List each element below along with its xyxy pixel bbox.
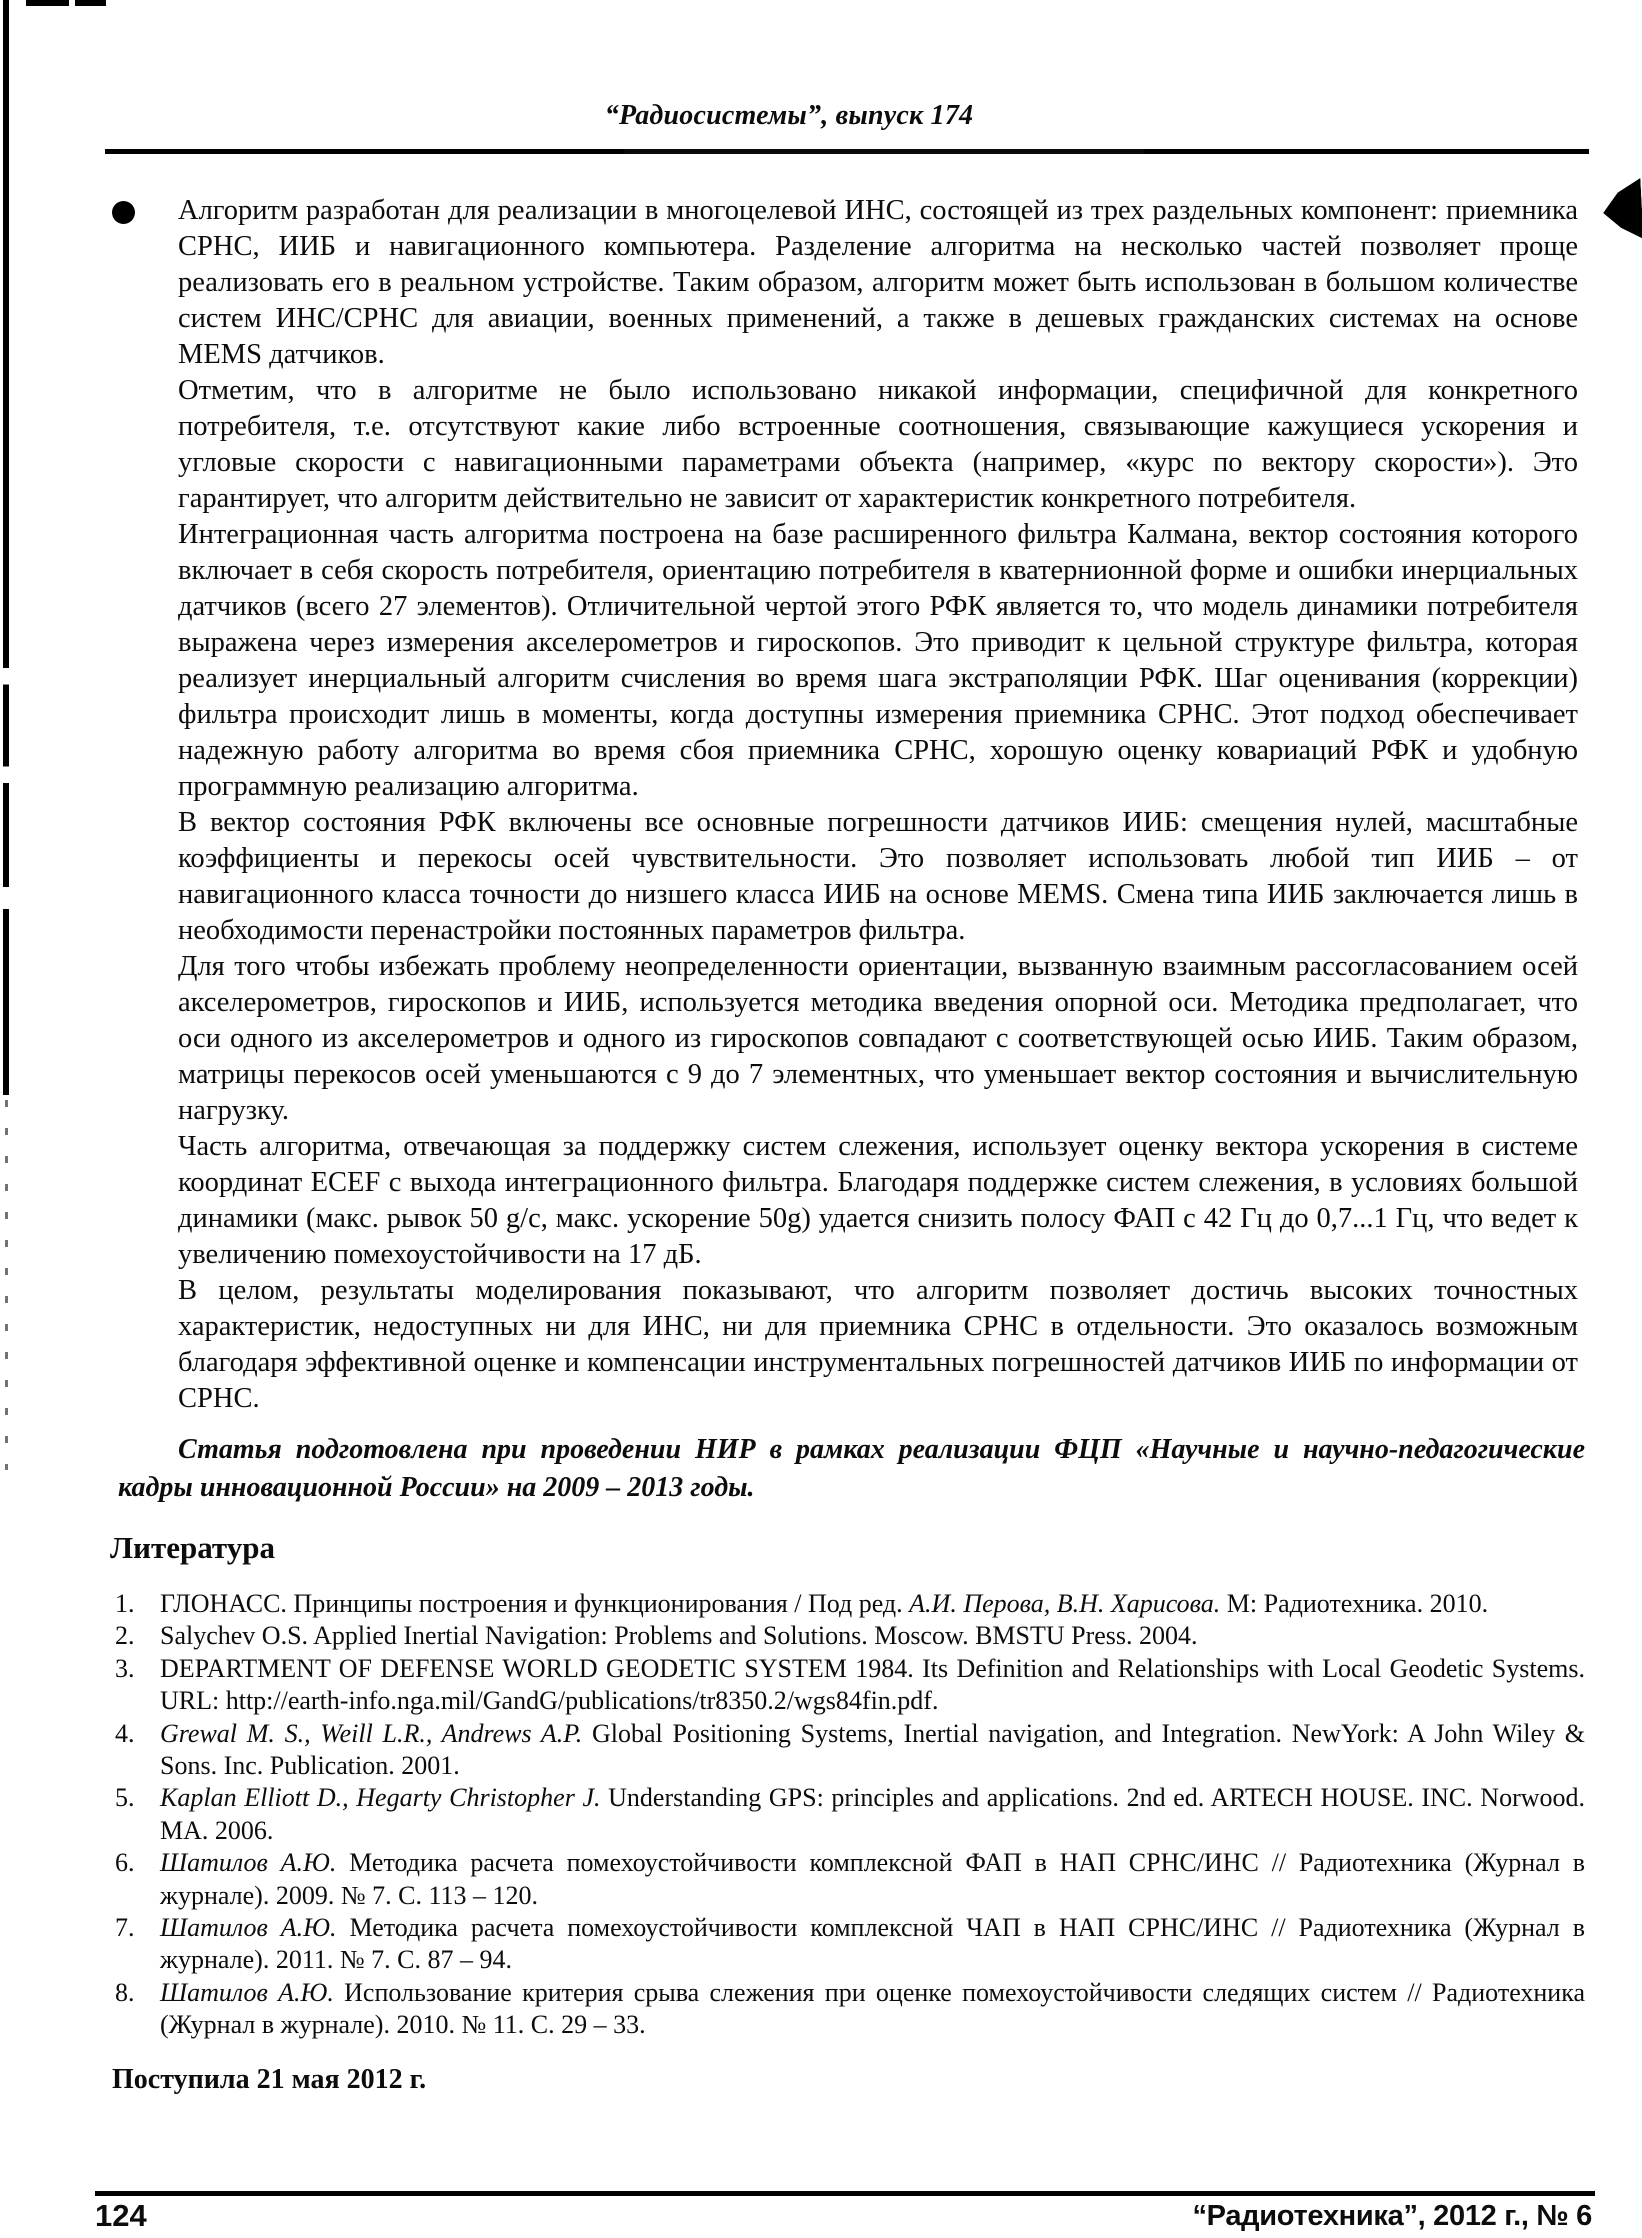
page-number: 124 [95, 2198, 147, 2233]
reference-item [115, 1653, 1585, 1718]
paragraph-text: В вектор состояния РФК включены все основные погрешности датчиков ИИБ: смещения нулей, масштабные коэффициенты и перекосы осей чувствительности. Это позволяет использовать любой тип ИИБ – от навигационного класса точности до низшего класса ИИБ на основе MEMS. Смена типа ИИБ заключается лишь в необходимости перенастройки постоянных параметров фильтра. [178, 807, 1578, 946]
reference-number: 4. [115, 1718, 135, 1748]
reference-text: Grewal M. S., Weill L.R., Andrews A.P. Global Positioning Systems, Inertial navigation, and Integration. NewYork: A John Wiley & Sons. Inc. Publication. 2001. [160, 1718, 1585, 1781]
reference-item [115, 1977, 1585, 2042]
body-paragraph [178, 193, 1578, 373]
reference-text: ГЛОНАСС. Принципы построения и функционирования / Под ред. А.И. Перова, В.Н. Харисова. М: Радиотехника. 2010. [160, 1589, 1489, 1618]
reference-number: 8. [115, 1977, 135, 2007]
left-edge-scan-artifact-lower [5, 1100, 8, 1470]
footer-rule [95, 2191, 1595, 2196]
bullet-marker [112, 201, 135, 224]
paragraph-text: Для того чтобы избежать проблему неопределенности ориентации, вызванную взаимным рассогласованием осей акселерометров, гироскопов и ИИБ, используется методика введения опорной оси. Методика предполагает, что оси одного из акселерометров и одного из гироскопов совпадают с соответствующей осью ИИБ. Таким образом, матрицы перекосов осей уменьшаются с 9 до 7 элементных, что уменьшает вектор состояния и вычислительную нагрузку. [178, 951, 1578, 1126]
reference-text: Шатилов А.Ю. Методика расчета помехоустойчивости комплексной ФАП в НАП СРНС/ИНС // Радиотехника (Журнал в журнале). 2009. № 7. С. 113 – 120. [160, 1848, 1585, 1910]
reference-text: Kaplan Elliott D., Hegarty Christopher J. Understanding GPS: principles and applications. 2nd ed. ARTECH HOUSE. INC. Norwood. MA. 2006. [160, 1783, 1586, 1845]
right-edge-ink-blot [1601, 178, 1642, 241]
paragraph-text: В целом, результаты моделирования показывают, что алгоритм позволяет достичь высоких точностных характеристик, недоступных ни для ИНС, ни для приемника СРНС в отдельности. Это оказалось возможным благодаря эффективной оценке и компенсации инструментальных погрешностей датчиков ИИБ по информации от СРНС. [178, 1275, 1578, 1414]
article-paragraphs [178, 193, 1578, 1417]
reference-text: Шатилов А.Ю. Использование критерия срыва слежения при оценке помехоустойчивости следящих систем // Радиотехника (Журнал в журнале). 2010. № 11. С. 29 – 33. [160, 1977, 1586, 2040]
body-paragraph [178, 1273, 1578, 1417]
body-paragraph [178, 949, 1578, 1129]
reference-number: 5. [115, 1783, 135, 1813]
funding-note: Статья подготовлена при проведении НИР в рамках реализации ФЦП «Научные и научно-педагогические кадры инновационной России» на 2009 – 2013 годы. [118, 1434, 1585, 1503]
top-left-scan-artifact [26, 0, 106, 6]
body-paragraph [178, 517, 1578, 805]
left-edge-scan-artifact [3, 0, 9, 1095]
paragraph-text: Часть алгоритма, отвечающая за поддержку систем слежения, использует оценку вектора ускорения в системе координат ECEF с выхода интеграционного фильтра. Благодаря поддержке систем слежения, в условиях большой динамики (макс. рывок 50 g/c, макс. ускорение 50g) удается снизить полосу ФАП с 42 Гц до 0,7...1 Гц, что ведет к увеличению помехоустойчивости на 17 дБ. [178, 1131, 1578, 1270]
body-paragraph [178, 1129, 1578, 1273]
reference-text: Salychev O.S. Applied Inertial Navigation: Problems and Solutions. Moscow. BMSTU Press. 2004. [160, 1621, 1198, 1651]
body-paragraph [178, 373, 1578, 517]
paragraph-text: Алгоритм разработан для реализации в многоцелевой ИНС, состоящей из трех раздельных компонент: приемника СРНС, ИИБ и навигационного компьютера. Разделение алгоритма на несколько частей позволяет проще реализовать его в реальном устройстве. Таким образом, алгоритм может быть использован в большом количестве систем ИНС/СРНС для авиации, военных применений, а также в дешевых гражданских системах на основе MEMS датчиков. [178, 195, 1578, 370]
reference-text: Шатилов А.Ю. Методика расчета помехоустойчивости комплексной ЧАП в НАП СРНС/ИНС // Радиотехника (Журнал в журнале). 2011. № 7. С. 87 – 94. [160, 1913, 1585, 1975]
reference-item [115, 1718, 1585, 1783]
reference-text: DEPARTMENT OF DEFENSE WORLD GEODETIC SYSTEM 1984. Its Definition and Relationships with Local Geodetic Systems. URL: http://earth-info.nga.mil/GandG/publications/tr8350.2/wgs84fin.pdf. [160, 1653, 1585, 1716]
paragraph-text: Отметим, что в алгоритме не было использовано никакой информации, специфичной для конкретного потребителя, т.е. отсутствуют какие либо встроенные соотношения, связывающие кажущиеся ускорения и угловые скорости с навигационными параметрами объекта (например, «курс по вектору скорости»). Это гарантирует, что алгоритм действительно не зависит от характеристик конкретного потребителя. [178, 375, 1578, 514]
reference-number: 6. [115, 1848, 135, 1878]
references-list [115, 1588, 1585, 2042]
reference-item [115, 1588, 1585, 1620]
reference-number: 1. [115, 1589, 135, 1618]
reference-item [115, 1912, 1585, 1977]
reference-item [115, 1847, 1585, 1912]
body-paragraph [178, 805, 1578, 949]
journal-issue: “Радиотехника”, 2012 г., № 6 [1192, 2200, 1592, 2232]
journal-running-head: “Радиосистемы”, выпуск 174 [604, 100, 974, 131]
header-rule [105, 149, 1589, 154]
reference-number: 2. [115, 1621, 135, 1651]
reference-number: 3. [115, 1653, 135, 1683]
reference-item [115, 1620, 1585, 1652]
received-date: Поступила 21 мая 2012 г. [112, 2064, 427, 2095]
paragraph-text: Интеграционная часть алгоритма построена на базе расширенного фильтра Калмана, вектор состояния которого включает в себя скорость потребителя, ориентацию потребителя в кватернионной форме и ошибки инерциальных датчиков (всего 27 элементов). Отличительной чертой этого РФК является то, что модель динамики потребителя выражена через измерения акселерометров и гироскопов. Это приводит к цельной структуре фильтра, которая реализует инерциальный алгоритм счисления во время шага экстраполяции РФК. Шаг оценивания (коррекции) фильтра происходит лишь в моменты, когда доступны измерения приемника СРНС. Этот подход обеспечивает надежную работу алгоритма во время сбоя приемника СРНС, хорошую оценку ковариаций РФК и удобную программную реализацию алгоритма. [178, 519, 1578, 802]
references-heading: Литература [110, 1530, 275, 1565]
reference-item [115, 1782, 1585, 1847]
reference-number: 7. [115, 1913, 135, 1943]
